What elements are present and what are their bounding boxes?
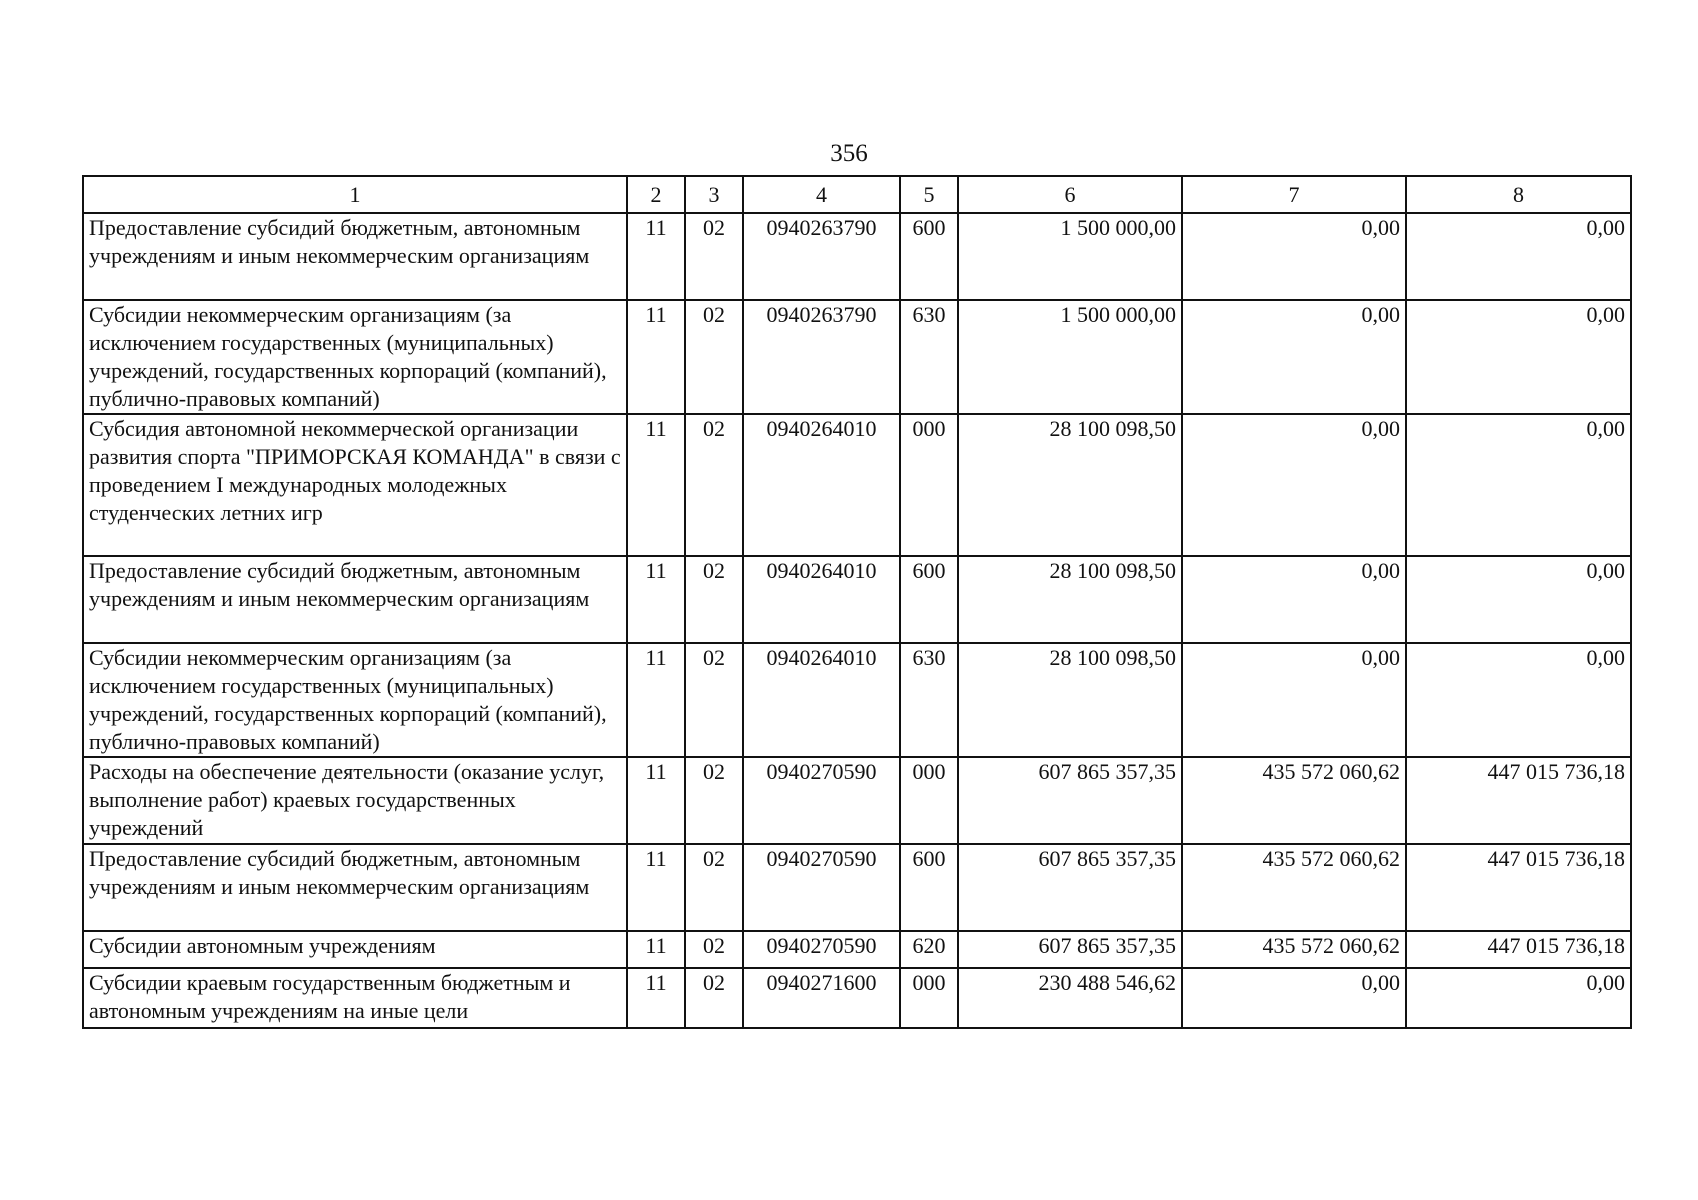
- table-row: [83, 300, 1631, 414]
- row-expense-type: 600: [900, 213, 958, 300]
- row-subsection: 02: [685, 757, 743, 844]
- row-name: Субсидии некоммерческим организациям (за исключением государственных (муниципальных) учреждений, государственных корпораций (компаний), публично-правовых компаний): [83, 643, 627, 757]
- header-row: [83, 176, 1631, 213]
- row-amount-8: 0,00: [1406, 556, 1631, 643]
- row-amount-6: 230 488 546,62: [958, 968, 1182, 1028]
- row-amount-7: 0,00: [1182, 300, 1406, 414]
- row-target-article: 0940271600: [743, 968, 900, 1028]
- table-row: [83, 213, 1631, 300]
- row-expense-type: 600: [900, 844, 958, 931]
- row-section: 11: [627, 968, 685, 1028]
- row-subsection: 02: [685, 844, 743, 931]
- column-header-8: 8: [1406, 176, 1631, 213]
- row-amount-8: 0,00: [1406, 968, 1631, 1028]
- row-target-article: 0940270590: [743, 931, 900, 968]
- table-row: [83, 643, 1631, 757]
- row-name: Расходы на обеспечение деятельности (оказание услуг, выполнение работ) краевых государственных учреждений: [83, 757, 627, 844]
- row-expense-type: 630: [900, 643, 958, 757]
- column-header-1: 1: [83, 176, 627, 213]
- row-amount-8: 0,00: [1406, 414, 1631, 556]
- row-expense-type: 000: [900, 757, 958, 844]
- row-amount-6: 607 865 357,35: [958, 844, 1182, 931]
- row-section: 11: [627, 300, 685, 414]
- row-amount-6: 607 865 357,35: [958, 931, 1182, 968]
- row-target-article: 0940264010: [743, 643, 900, 757]
- row-subsection: 02: [685, 968, 743, 1028]
- table-row: [83, 844, 1631, 931]
- row-subsection: 02: [685, 300, 743, 414]
- row-name: Предоставление субсидий бюджетным, автономным учреждениям и иным некоммерческим организациям: [83, 213, 627, 300]
- row-expense-type: 000: [900, 414, 958, 556]
- row-section: 11: [627, 757, 685, 844]
- row-target-article: 0940263790: [743, 213, 900, 300]
- table-row: [83, 757, 1631, 844]
- row-name: Субсидии краевым государственным бюджетным и автономным учреждениям на иные цели: [83, 968, 627, 1028]
- row-target-article: 0940270590: [743, 844, 900, 931]
- row-amount-7: 435 572 060,62: [1182, 844, 1406, 931]
- row-name: Субсидии автономным учреждениям: [83, 931, 627, 968]
- row-subsection: 02: [685, 213, 743, 300]
- row-section: 11: [627, 213, 685, 300]
- row-amount-6: 28 100 098,50: [958, 556, 1182, 643]
- row-section: 11: [627, 556, 685, 643]
- column-header-5: 5: [900, 176, 958, 213]
- row-amount-8: 0,00: [1406, 643, 1631, 757]
- table-row: [83, 931, 1631, 968]
- row-amount-8: 447 015 736,18: [1406, 844, 1631, 931]
- row-expense-type: 000: [900, 968, 958, 1028]
- row-amount-7: 435 572 060,62: [1182, 757, 1406, 844]
- row-amount-7: 0,00: [1182, 643, 1406, 757]
- table-row: [83, 556, 1631, 643]
- row-amount-6: 607 865 357,35: [958, 757, 1182, 844]
- row-subsection: 02: [685, 643, 743, 757]
- row-name: Предоставление субсидий бюджетным, автономным учреждениям и иным некоммерческим организациям: [83, 844, 627, 931]
- row-amount-6: 28 100 098,50: [958, 414, 1182, 556]
- table-row: [83, 414, 1631, 556]
- row-amount-7: 0,00: [1182, 968, 1406, 1028]
- row-target-article: 0940264010: [743, 556, 900, 643]
- row-name: Субсидии некоммерческим организациям (за исключением государственных (муниципальных) учреждений, государственных корпораций (компаний), публично-правовых компаний): [83, 300, 627, 414]
- column-header-3: 3: [685, 176, 743, 213]
- row-expense-type: 620: [900, 931, 958, 968]
- row-amount-7: 435 572 060,62: [1182, 931, 1406, 968]
- page-number: 356: [830, 140, 868, 167]
- row-amount-6: 1 500 000,00: [958, 300, 1182, 414]
- budget-table: [82, 175, 1632, 1029]
- row-name: Субсидия автономной некоммерческой организации развития спорта "ПРИМОРСКАЯ КОМАНДА" в связи с проведением I международных молодежных студенческих летних игр: [83, 414, 627, 556]
- row-amount-8: 447 015 736,18: [1406, 931, 1631, 968]
- row-section: 11: [627, 844, 685, 931]
- row-amount-6: 1 500 000,00: [958, 213, 1182, 300]
- row-target-article: 0940263790: [743, 300, 900, 414]
- row-amount-7: 0,00: [1182, 213, 1406, 300]
- row-amount-8: 0,00: [1406, 213, 1631, 300]
- row-subsection: 02: [685, 414, 743, 556]
- row-target-article: 0940264010: [743, 414, 900, 556]
- row-section: 11: [627, 414, 685, 556]
- row-subsection: 02: [685, 556, 743, 643]
- row-amount-8: 0,00: [1406, 300, 1631, 414]
- table-row: [83, 968, 1631, 1028]
- row-expense-type: 630: [900, 300, 958, 414]
- row-amount-6: 28 100 098,50: [958, 643, 1182, 757]
- row-amount-7: 0,00: [1182, 414, 1406, 556]
- column-header-7: 7: [1182, 176, 1406, 213]
- row-target-article: 0940270590: [743, 757, 900, 844]
- row-section: 11: [627, 931, 685, 968]
- column-header-4: 4: [743, 176, 900, 213]
- row-name: Предоставление субсидий бюджетным, автономным учреждениям и иным некоммерческим организациям: [83, 556, 627, 643]
- row-subsection: 02: [685, 931, 743, 968]
- row-expense-type: 600: [900, 556, 958, 643]
- row-amount-8: 447 015 736,18: [1406, 757, 1631, 844]
- column-header-2: 2: [627, 176, 685, 213]
- column-header-6: 6: [958, 176, 1182, 213]
- row-amount-7: 0,00: [1182, 556, 1406, 643]
- row-section: 11: [627, 643, 685, 757]
